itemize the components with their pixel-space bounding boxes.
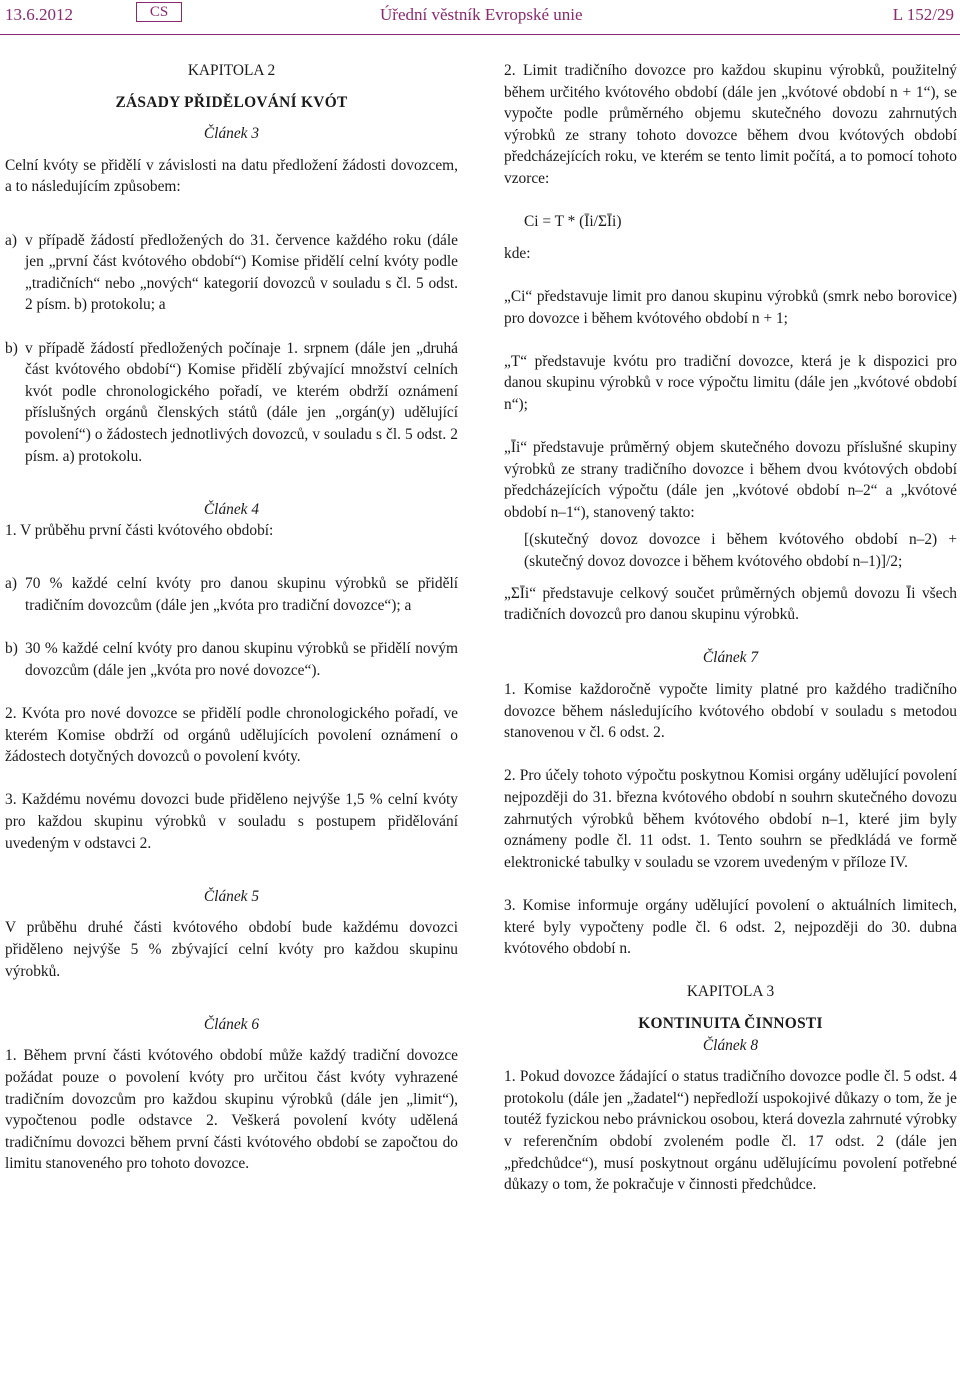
article-6-title: Článek 6 (203, 1015, 260, 1033)
definition-t: „T“ představuje kvótu pro tradiční dovozce, která je k dispozici pro danou skupinu výrobků v roce výpočtu limitu (dále jen „kvótové období n“); (504, 352, 957, 413)
article-4-paragraph-3: 3. Každému novému dovozci bude přiděleno nejvýše 1,5 % celní kvóty pro každou skupinu výrobků v souladu s postupem přidělování uvedeným v odstavci 2. (5, 791, 458, 852)
header-rule (0, 34, 960, 35)
item-label: b) (5, 339, 18, 357)
item-text: 30 % každé celní kvóty pro danou skupinu výrobků se přidělí novým dovozcům (dále jen „kvóta pro nové dovozce“). (25, 640, 458, 679)
header-date: 13.6.2012 (5, 5, 73, 24)
item-label: a) (5, 575, 17, 593)
article-4-item-b (5, 638, 458, 681)
article-3-title: Článek 3 (203, 125, 260, 143)
definition-ii: „Īi“ představuje průměrný objem skutečného dovozu příslušné skupiny výrobků ze strany tradičního dovozce i během dvou kvótových období předcházejících výpočtu (dále jen „kvótové období n–2“ a „kvótové období n–1“), stanovený takto: (504, 439, 957, 521)
article-7-title: Článek 7 (702, 649, 759, 667)
item-text: 70 % každé celní kvóty pro danou skupinu výrobků se přidělí tradičním dovozcům (dále jen „kvóta pro tradiční dovozce“); a (25, 575, 458, 615)
chapter-3-heading: KAPITOLA 3 (686, 983, 775, 1001)
formula-limit: Ci = T * (Īi/ΣĪi) (524, 213, 622, 231)
formula-average: [(skutečný dovoz dovozce i během kvótového období n–2) + (skutečný dovoz dovozce i během kvótového období n–1)]/2; (524, 531, 957, 571)
article-8-title: Článek 8 (702, 1036, 759, 1054)
page-header (0, 0, 960, 36)
journal-title: Úřední věstník Evropské unie (380, 5, 583, 24)
article-3-intro: Celní kvóty se přidělí v závislosti na datu předložení žádosti dovozcem, a to následujícím způsobem: (5, 156, 458, 196)
item-label: a) (5, 231, 17, 249)
article-3-item-b (5, 338, 458, 468)
article-5-title: Článek 5 (203, 887, 260, 905)
article-7-paragraph-3: 3. Komise informuje orgány udělující povolení o aktuálních limitech, které byly vypočteny podle čl. 6 odst. 2, nejpozději do 30. dubna kvótového období n. (504, 896, 957, 958)
chapter-3-title: KONTINUITA ČINNOSTI (638, 1014, 823, 1032)
article-4-item-a (5, 573, 458, 616)
definition-ci: „Ci“ představuje limit pro danou skupinu výrobků (smrk nebo borovice) pro dovozce i během kvótového období n + 1; (504, 287, 957, 327)
definition-sum: „ΣĪi“ představuje celkový součet průměrných objemů dovozu Īi všech tradičních dovozců pro danou skupinu výrobků. (504, 584, 957, 624)
article-3-item-a (5, 230, 458, 316)
where-label: kde: (504, 244, 531, 262)
article-6-paragraph-1: 1. Během první části kvótového období může každý tradiční dovozce požádat pouze o povolení kvóty pro určitou část kvóty vyhrazené tradičním dovozcům pro každou skupinu výrobků (dále jen „limit“), vypočtenou podle odstavce 2. Veškerá povolení kvóty udělená tradičnímu dovozci během první části kvótového období se započtou do limitu stanoveného pro tohoto dovozce. (5, 1047, 458, 1173)
article-6-paragraph-2: 2. Limit tradičního dovozce pro každou skupinu výrobků, použitelný během určitého kvótového období (dále jen „kvótové období n + 1“), se vypočte podle průměrného objemu skutečného dovozu zahrnutých výrobků ze strany tohoto dovozce během dvou kvótových období předcházejících roku, ve kterém se tento limit počítá, a to pomocí tohoto vzorce: (504, 62, 957, 187)
item-text: v případě žádostí předložených do 31. července každého roku (dále jen „první část kvótového období“) Komise přidělí celní kvóty podle „tradičních“ nebo „nových“ kategorií dovozců v souladu s čl. 5 odst. 2 písm. b) protokolu; a (25, 231, 458, 314)
left-column (5, 60, 458, 1175)
article-4-paragraph-2: 2. Kvóta pro nové dovozce se přidělí podle chronologického pořadí, ve kterém Komise obdrží od orgánů udělujících povolení oznámení o žádostech dotyčných dovozců o povolení kvóty. (5, 705, 458, 766)
item-label: b) (5, 640, 18, 658)
item-text: v případě žádostí předložených počínaje 1. srpnem (dále jen „druhá část kvótového období“) Komise přidělí zbývající množství celních kvót podle chronologického pořadí, ve kterém obdrží oznámení příslušných orgánů členských států (dále jen „orgán(y) udělující povolení“) o žádostech jednotlivých dovozců, v souladu s čl. 5 odst. 2 písm. a) protokolu. (25, 339, 458, 465)
chapter-heading: KAPITOLA 2 (187, 62, 276, 79)
page-reference: L 152/29 (892, 5, 954, 24)
language-badge: CS (136, 2, 182, 22)
chapter-title: ZÁSADY PŘIDĚLOVÁNÍ KVÓT (115, 93, 348, 111)
article-8-paragraph-1: 1. Pokud dovozce žádající o status tradičního dovozce podle čl. 5 odst. 4 protokolu (dále jen „žadatel“) nepředloží uspokojivé důkazy o tom, že je toutéž fyzickou nebo právnickou osobou, která dovezla zahrnuté výrobky v referenčním období zvoleném podle čl. 17 odst. 2 (dále jen „předchůdce“), musí poskytnout orgánu udělujícímu povolení potřebné důkazy o tom, že pokračuje v činnosti předchůdce. (504, 1068, 957, 1194)
article-7-paragraph-1: 1. Komise každoročně vypočte limity platné pro každého tradičního dovozce během následujícího kvótového období v souladu s metodou stanovenou v čl. 6 odst. 2. (504, 681, 957, 742)
right-column (504, 60, 957, 1196)
article-5-paragraph: V průběhu druhé části kvótového období bude každému dovozci přiděleno nejvýše 5 % zbývající celní kvóty pro každou skupinu výrobků. (5, 919, 458, 980)
article-7-paragraph-2: 2. Pro účely tohoto výpočtu poskytnou Komisi orgány udělující povolení nejpozději do 31. března kvótového období n souhrn skutečného dovozu zahrnutých výrobků během kvótového období n–1, které jim byly oznámeny podle čl. 11 odst. 1. Tento souhrn se předkládá ve formě elektronické tabulky v souladu se vzorem uvedeným v příloze IV. (504, 767, 957, 871)
article-4-title: Článek 4 (203, 500, 260, 518)
article-4-paragraph-1: 1. V průběhu první části kvótového období: (5, 522, 274, 540)
